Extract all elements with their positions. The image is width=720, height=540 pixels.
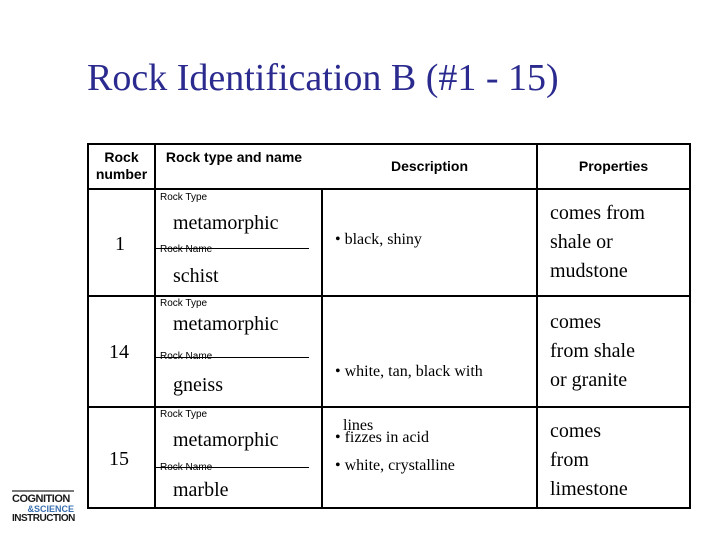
- properties-line: limestone: [550, 478, 628, 500]
- description-line: • black, shiny: [335, 231, 422, 248]
- rock-name-value: marble: [173, 479, 229, 501]
- column-divider: [154, 145, 156, 507]
- header-properties: Properties: [578, 158, 649, 174]
- properties-line: comes: [550, 311, 602, 333]
- header-divider: [89, 188, 689, 190]
- header-rock-number-text: Rock number: [95, 149, 148, 182]
- rock-number-cell: 15: [109, 448, 129, 470]
- properties-cell: [550, 308, 635, 395]
- rock-type-label: Rock Type: [160, 298, 208, 309]
- logo-rule: [12, 490, 74, 492]
- logo-text-line: &SCIENCE: [27, 504, 74, 514]
- rock-name-label: Rock Name: [160, 462, 213, 473]
- properties-line: or granite: [550, 369, 628, 391]
- header-rock-type-name: [164, 149, 304, 166]
- description-cell: [335, 231, 422, 249]
- column-divider: [536, 145, 538, 507]
- rock-name-value: gneiss: [173, 374, 223, 396]
- properties-line: comes: [550, 420, 602, 442]
- logo-text-line: COGNITION: [12, 493, 70, 505]
- rock-type-label: Rock Type: [160, 409, 208, 420]
- rock-identification-table: [87, 143, 691, 509]
- properties-cell: [550, 199, 645, 286]
- properties-cell: [550, 417, 628, 504]
- rock-type-value: metamorphic: [173, 212, 279, 234]
- properties-line: shale or: [550, 231, 613, 253]
- rock-number-cell: 1: [115, 233, 125, 255]
- description-line: • white, crystalline: [335, 457, 455, 474]
- logo-text-line: INSTRUCTION: [12, 513, 75, 524]
- properties-line: mudstone: [550, 260, 628, 282]
- header-rock-type-name-text: Rock type and name: [165, 149, 303, 165]
- properties-line: comes from: [550, 202, 645, 224]
- rock-type-value: metamorphic: [173, 313, 279, 335]
- rock-name-label: Rock Name: [160, 244, 213, 255]
- rock-type-value: metamorphic: [173, 429, 279, 451]
- rock-name-value: schist: [173, 265, 219, 287]
- description-line: • white, tan, black with: [335, 363, 483, 380]
- row-divider: [89, 295, 689, 297]
- slide-title: Rock Identification B (#1 - 15): [87, 57, 559, 99]
- column-divider: [321, 188, 323, 507]
- rock-name-label: Rock Name: [160, 351, 213, 362]
- header-rock-number: [89, 149, 154, 183]
- cognition-science-instruction-logo: [12, 490, 74, 524]
- description-line: • fizzes in acid: [335, 429, 429, 446]
- properties-line: from: [550, 449, 589, 471]
- properties-line: from shale: [550, 340, 635, 362]
- rock-number-cell: 14: [109, 341, 129, 363]
- header-description: Description: [390, 158, 468, 174]
- rock-type-label: Rock Type: [160, 192, 208, 203]
- description-line: lines: [335, 417, 374, 434]
- description-cell: [335, 429, 455, 475]
